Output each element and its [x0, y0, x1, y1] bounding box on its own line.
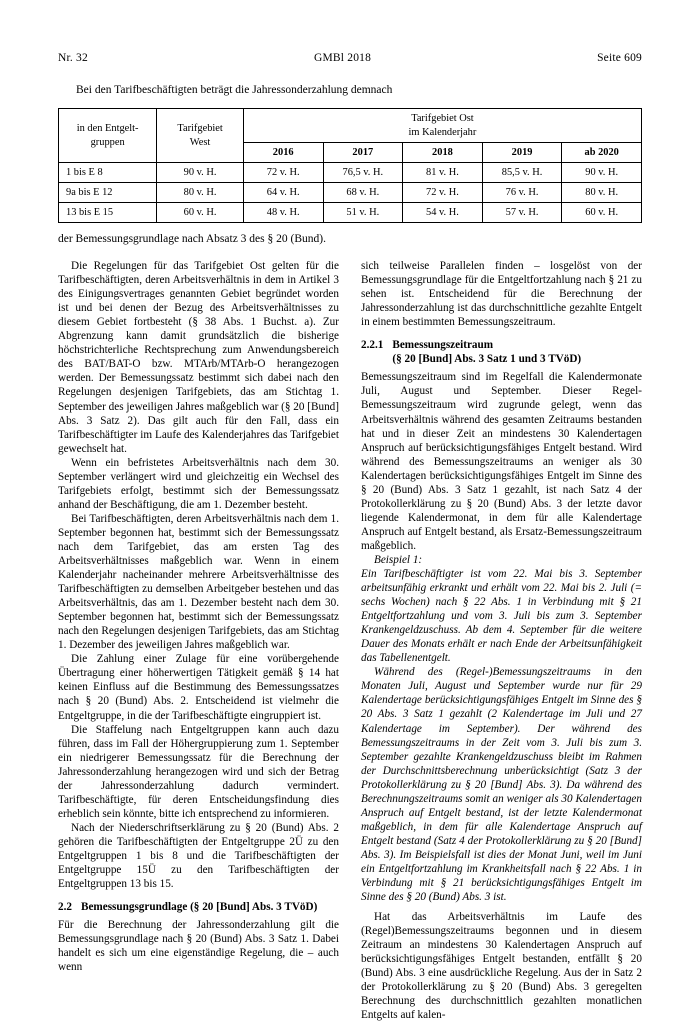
paragraph: Bei Tarifbeschäftigten, deren Arbeitsverhältnis nach dem 1. September begonnen hat, bestimmt sich der Bemessungssatz nach dem Tarifgebiet, das am ersten Tag des Arbeitsverhältnisses maßgeblich war. Wenn in einem Kalenderjahr nacheinander mehrere Arbeitsverhältnisse des Tarifbeschäftigten zu demselben Arbeitgeber bestehen und das Arbeitsverhältnis, das am 1. Dezember besteht nach dem 30. September begonnen hat, bestimmt sich der Bemessungssatz nach den Regelungen desjenigen Tarifgebiets, das am Stichtag 1. Dezember des jeweiligen Jahres maßgeblich war.: [58, 512, 339, 652]
col-header-year-2019: 2019: [482, 143, 562, 163]
cell-west: 60 v. H.: [157, 203, 244, 223]
table-header-row-1: [59, 109, 642, 143]
table-row: [59, 163, 642, 183]
paragraph: Die Zahlung einer Zulage für eine vorübergehende Übertragung einer höherwertigen Tätigkeit gemäß § 14 hat keinen Einfluss auf die Bestimmung des Bemessungssatzes nach § 20 (Bund) Abs. 2. Entscheidend ist vielmehr die Entgeltgruppe, in die der Tarifbeschäftigte eingruppiert ist.: [58, 653, 339, 722]
running-head-center: GMBl 2018: [313, 52, 372, 64]
cell-ab-2020: 80 v. H.: [562, 183, 642, 203]
row-label: 1 bis E 8: [59, 163, 157, 183]
table-body: [59, 163, 642, 223]
paragraph: Bemessungszeitraum sind im Regelfall die Kalendermonate Juli, August und September. Dieser Regel-Bemessungszeitraum wird zugrunde gelegt, wenn das Arbeitsverhältnis während des gesamten Zeitraums bestanden hat und in dieser Zeit an mindestens 30 Kalendertagen Anspruch auf berücksichtigungsfähiges Entgelt bestand. Wird während des Bemessungszeitraums an weniger als 30 Kalendertagen berücksichtigungsfähiges Entgelt im Sinne des § 20 (Bund) Abs. 3 Satz 1 gezahlt, ist nach Satz 4 der Protokollerklärung zu § 20 (Bund) Abs. 3 der letzte davor liegende Kalendermonat, in dem für alle Kalendertage Anspruch auf Entgelt bestand, als Ersatz-Bemessungszeitraum maßgeblich.: [361, 371, 642, 552]
section-heading-2-2: [58, 900, 339, 914]
section-subtitle: (§ 20 [Bund] Abs. 3 Satz 1 und 3 TVöD): [392, 353, 582, 366]
section-number: 2.2: [58, 901, 72, 914]
table-row: [59, 203, 642, 223]
cell-2018: 72 v. H.: [403, 183, 483, 203]
cell-2019: 57 v. H.: [482, 203, 562, 223]
paragraph: Die Regelungen für das Tarifgebiet Ost gelten für die Tarifbeschäftigten, deren Arbeitsverhältnis in dem in Artikel 3 des Einigungsvertrages genannten Gebiet begründet worden ist und bei denen der Bezug des Arbeitsverhältnisses zu diesem Gebiet fortbesteht (§ 38 Abs. 1 Buchst. a). Zur Abgrenzung kann damit grundsätzlich die bisherige höchstrichterliche Rechtsprechung zum Anwendungsbereich des BAT/BAT-O bzw. MTArb/MTArb-O herangezogen werden. Der Bemessungssatz bestimmt sich dabei nach den Regelungen desjenigen Tarifgebiets, das am Stichtag 1. September des jeweiligen Jahres maßgeblich war (§ 20 [Bund] Abs. 3 Satz 2). Das gilt auch für den Fall, dass ein Tarifbeschäftigter im Laufe des Kalenderjahres das Tarifgebiet gewechselt hat.: [58, 260, 339, 455]
col-header-ost-line2: im Kalenderjahr: [408, 126, 477, 138]
section-heading-2-2-1: [361, 338, 642, 366]
col-header-year-ab-2020: ab 2020: [562, 143, 642, 163]
running-head: [58, 52, 642, 64]
cell-ab-2020: 60 v. H.: [562, 203, 642, 223]
cell-2017: 68 v. H.: [323, 183, 403, 203]
col-header-entgeltgruppen: [59, 109, 157, 163]
col-header-year-2016: 2016: [243, 143, 323, 163]
cell-west: 80 v. H.: [157, 183, 244, 203]
col-header-entgeltgruppen-line1: in den Entgelt-: [76, 123, 139, 134]
section-title: Bemessungszeitraum: [392, 339, 494, 352]
paragraph: Nach der Niederschriftserklärung zu § 20 (Bund) Abs. 2 gehören die Tarifbeschäftigten der Entgeltgruppe 2Ü zu den Entgeltgruppen 1 bis 8 und die Tarifbeschäftigten der Entgeltgruppe 15Ü zu den Tarifbeschäftigten der Entgeltgruppen 13 bis 15.: [58, 821, 339, 891]
col-header-ost-line1: Tarifgebiet Ost: [411, 113, 474, 124]
row-label: 9a bis E 12: [59, 183, 157, 203]
cell-2019: 85,5 v. H.: [482, 163, 562, 183]
col-header-tarifgebiet-ost: [243, 109, 641, 143]
example-paragraph: Ein Tarifbeschäftigter ist vom 22. Mai bis 3. September arbeitsunfähig erkrankt und erhält vom 22. Mai bis 2. Juli (= sechs Wochen) nach § 22 Abs. 1 in Verbindung mit § 21 Entgeltfortzahlung und vom 3. Juli bis zum 3. September Krankengeldzuschuss. Ab dem 4. September für die weitere Dauer des Monats erhält er nach Ende der Arbeitsunfähigkeit das Tabellenentgelt.: [361, 568, 642, 665]
row-label: 13 bis E 15: [59, 203, 157, 223]
table-row: [59, 183, 642, 203]
col-header-year-2018: 2018: [403, 143, 483, 163]
table-head: [59, 109, 642, 163]
section-title-wrap: [392, 338, 642, 366]
paragraph: sich teilweise Parallelen finden – losgelöst von der Bemessungsgrundlage für die Entgeltfortzahlung nach § 21 zu sehen ist. Entscheidend für die Berechnung der Jahressonderzahlung ist das durchschnittliche gezahlte Entgelt in einem bestimmten Bemessungszeitraum.: [361, 260, 642, 329]
col-header-tarifgebiet-west: [157, 109, 244, 163]
table-footnote-line: der Bemessungsgrundlage nach Absatz 3 des § 20 (Bund).: [58, 233, 326, 246]
col-header-west-line1: Tarifgebiet: [177, 123, 223, 134]
col-header-year-2017: 2017: [323, 143, 403, 163]
cell-ab-2020: 90 v. H.: [562, 163, 642, 183]
cell-2017: 51 v. H.: [323, 203, 403, 223]
cell-2016: 64 v. H.: [243, 183, 323, 203]
paragraph: Wenn ein befristetes Arbeitsverhältnis nach dem 30. September verlängert wird und gleichzeitig ein Wechsel des Tarifgebiets erfolgt, bestimmt sich der Bemessungssatz anhand der Beschäftigung, die am 1. Dezember besteht.: [58, 456, 339, 511]
col-header-entgeltgruppen-line2: gruppen: [90, 136, 125, 148]
cell-2018: 81 v. H.: [403, 163, 483, 183]
body-columns: [58, 259, 642, 1022]
section-title: Bemessungsgrundlage (§ 20 [Bund] Abs. 3 TVöD): [80, 901, 318, 914]
left-column: [58, 259, 339, 1022]
section-number: 2.2.1: [361, 339, 384, 352]
paragraph: Hat das Arbeitsverhältnis im Laufe des (Regel)Bemessungszeitraums begonnen und in diesem Zeitraum an mindestens 30 Kalendertagen Anspruch auf berücksichtigungsfähiges Entgelt bestanden, entfällt § 20 (Bund) Abs. 3 eine ausdrückliche Regelung. Aus der in Satz 2 der Protokollerklärung zu § 20 (Bund) Abs. 3 geregelten Berechnung des durchschnittlich gezahlten monatlichen Entgelts auf kalen-: [361, 911, 642, 1022]
cell-2016: 72 v. H.: [243, 163, 323, 183]
cell-2019: 76 v. H.: [482, 183, 562, 203]
example-paragraph: Während des (Regel-)Bemessungszeitraums in den Monaten Juli, August und September wurde nur für 29 Kalendertage berücksichtigungsfähiges Entgelt im Sinne des § 20 Abs. 3 Satz 1 gezahlt (2 Kalendertage im Juli und 27 Kalendertage im September). Der während des Bemessungszeitraums in der Zeit vom 3. Juli bis zum 3. September gezahlte Krankengeldzuschuss bleibt im Rahmen der Durchschnittsberechnung unberücksichtigt (Satz 3 der Protokollerklärung zu § 20 [Bund] Abs. 3). Da während des Berechnungszeitraums somit an weniger als 30 Kalendertagen Anspruch auf Entgelt bestand, ist der letzte Kalendermonat maßgeblich, in dem für alle Kalendertage Anspruch auf Entgelt bestand (Satz 4 der Protokollerklärung zu § 20 [Bund] Abs. 3). Im Beispielsfall ist dies der Monat Juni, weil im Juni ein Entgeltfortzahlung im Krankheitsfall nach § 22 Abs. 1 in Verbindung mit § 21 berücksichtigungsfähiges Entgelt im Sinne des § 20 (Bund) Abs. 3 ist.: [361, 666, 642, 904]
jahressonderzahlung-table: [58, 108, 642, 223]
example-heading: Beispiel 1:: [374, 553, 423, 566]
paragraph: Für die Berechnung der Jahressonderzahlung gilt die Bemessungsgrundlage nach § 20 (Bund) Abs. 3 Satz 1. Dabei handelt es sich um eine eigenständige Regelung, die – auch wenn: [58, 919, 339, 974]
right-column: [361, 259, 642, 1022]
intro-sentence: Bei den Tarifbeschäftigten beträgt die Jahressonderzahlung demnach: [76, 84, 393, 96]
running-head-right: Seite 609: [597, 52, 642, 64]
cell-2017: 76,5 v. H.: [323, 163, 403, 183]
cell-2018: 54 v. H.: [403, 203, 483, 223]
running-head-left: Nr. 32: [58, 52, 88, 64]
cell-2016: 48 v. H.: [243, 203, 323, 223]
paragraph: Die Staffelung nach Entgeltgruppen kann auch dazu führen, dass im Fall der Höhergruppierung zum 1. September ein niedrigerer Bemessungssatz für die Berechnung der Jahressonderzahlung herangezogen wird und sich der Betrag der Jahressonderzahlung dadurch vermindert. Tarifbeschäftigte, für deren Entscheidungsfindung dies erheblich sein könnte, bitte ich entsprechend zu informieren.: [58, 723, 339, 820]
col-header-west-line2: West: [189, 136, 211, 148]
cell-west: 90 v. H.: [157, 163, 244, 183]
